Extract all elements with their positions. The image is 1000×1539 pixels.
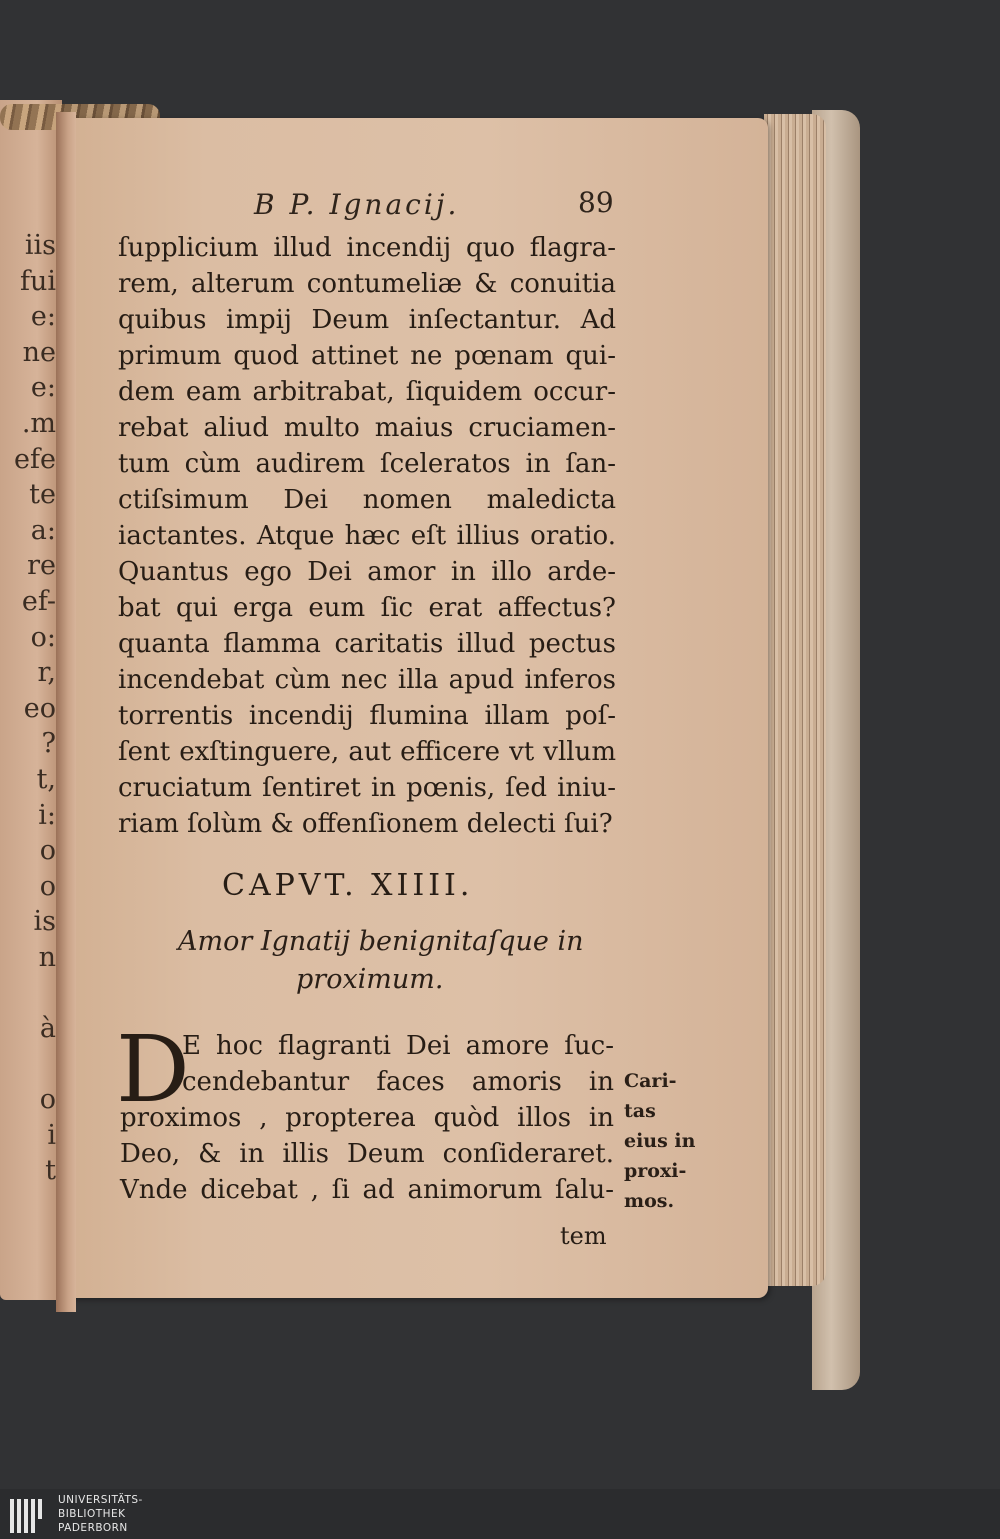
page-stack-edges bbox=[764, 114, 826, 1286]
body-line: tum cùm audirem ſceleratos in ſan- bbox=[118, 449, 616, 479]
left-edge-line: re bbox=[27, 550, 56, 582]
left-edge-line: ? bbox=[41, 728, 56, 760]
left-edge-line: eo bbox=[23, 692, 56, 724]
margin-note-line: Cari- bbox=[624, 1070, 677, 1092]
library-logo-icon bbox=[10, 1493, 50, 1535]
paragraph-line: Deo, & in illis Deum conſideraret. bbox=[120, 1139, 614, 1169]
logo-line: BIBLIOTHEK bbox=[58, 1508, 126, 1520]
body-line: bat qui erga eum ſic erat affectus? bbox=[118, 593, 616, 623]
library-logo-text bbox=[58, 1493, 143, 1535]
catchword: tem bbox=[560, 1222, 607, 1250]
body-line: cruciatum ſentiret in pœnis, ſed iniu- bbox=[118, 773, 616, 803]
body-line: ctiſsimum Dei nomen maledicta bbox=[118, 485, 616, 515]
margin-note-line: mos. bbox=[624, 1190, 675, 1212]
paragraph-line: cendebantur faces amoris in bbox=[182, 1067, 614, 1097]
left-edge-line: is bbox=[33, 906, 56, 938]
left-edge-line bbox=[2, 1189, 60, 1225]
body-line: riam ſolùm & offenſionem delecti ſui? bbox=[118, 809, 613, 839]
left-edge-line: i: bbox=[38, 799, 56, 831]
left-edge-line: n bbox=[38, 941, 56, 973]
left-edge-line: ef- bbox=[21, 585, 56, 617]
body-line: quanta flamma caritatis illud pectus bbox=[118, 629, 616, 659]
footer-bar bbox=[0, 1489, 1000, 1539]
left-edge-line: ne bbox=[22, 336, 56, 368]
margin-note-line: tas bbox=[624, 1100, 656, 1122]
book-gutter bbox=[56, 112, 76, 1312]
chapter-heading: CAPVT. XIIII. bbox=[222, 868, 474, 903]
body-line: dem eam arbitrabat, ſiquidem occur- bbox=[118, 377, 616, 407]
body-line: rebat aliud multo maius cruciamen- bbox=[118, 413, 616, 443]
body-line: ſupplicium illud incendij quo flagra- bbox=[118, 233, 616, 263]
margin-note-line: proxi- bbox=[624, 1160, 687, 1182]
chapter-subtitle-line: Amor Ignatij benignitaſque in bbox=[178, 926, 584, 957]
paragraph-line: proximos , propterea quòd illos in bbox=[120, 1103, 614, 1133]
page-number: 89 bbox=[578, 186, 614, 219]
running-head: B P. Ignacij. bbox=[254, 188, 460, 221]
chapter-subtitle-line: proximum. bbox=[296, 964, 444, 995]
left-edge-line: efe bbox=[14, 443, 56, 475]
left-edge-line: o: bbox=[30, 621, 56, 653]
left-edge-line: iis bbox=[24, 230, 56, 261]
logo-line: UNIVERSITÄTS- bbox=[58, 1494, 143, 1506]
left-edge-line: o bbox=[39, 870, 56, 902]
left-edge-line: a: bbox=[30, 514, 56, 546]
left-edge-line: e: bbox=[30, 372, 56, 404]
body-line: incendebat cùm nec illa apud inferos bbox=[118, 665, 616, 695]
left-edge-line: t, bbox=[36, 763, 56, 795]
body-line: torrentis incendij flumina illam poſ- bbox=[118, 701, 616, 731]
left-edge-line: à bbox=[39, 1013, 56, 1045]
paragraph-line: Vnde dicebat , ſi ad animorum ſalu- bbox=[120, 1175, 614, 1205]
left-edge-line: i bbox=[47, 1119, 56, 1151]
left-edge-line: t bbox=[45, 1155, 56, 1187]
body-line: rem, alterum contumeliæ & conuitia bbox=[118, 269, 616, 299]
left-edge-line: .m bbox=[21, 407, 56, 439]
drop-cap: D bbox=[116, 1016, 190, 1123]
left-edge-line bbox=[2, 1047, 60, 1083]
left-page-edge-text bbox=[2, 228, 60, 1225]
logo-line: PADERBORN bbox=[58, 1522, 128, 1534]
left-edge-line: te bbox=[29, 479, 56, 511]
left-edge-line: o bbox=[39, 835, 56, 867]
body-line: Quantus ego Dei amor in illo arde- bbox=[118, 557, 616, 587]
paragraph-line: E hoc flagranti Dei amore ſuc- bbox=[182, 1031, 614, 1061]
left-page-fragment bbox=[0, 100, 62, 1300]
left-edge-line: e: bbox=[30, 301, 56, 333]
body-line: quibus impij Deum inſectantur. Ad bbox=[118, 305, 616, 335]
left-edge-line bbox=[2, 975, 60, 1011]
margin-note-line: eius in bbox=[624, 1130, 696, 1152]
left-edge-line: r, bbox=[37, 657, 56, 689]
left-edge-line: o bbox=[39, 1084, 56, 1116]
left-edge-line: fui bbox=[19, 265, 56, 297]
body-line: ſent exſtinguere, aut efficere vt vllum bbox=[118, 737, 616, 767]
body-line: iactantes. Atque hæc eſt illius oratio. bbox=[118, 521, 616, 551]
body-line: primum quod attinet ne pœnam qui- bbox=[118, 341, 616, 371]
margin-note bbox=[624, 1066, 704, 1216]
